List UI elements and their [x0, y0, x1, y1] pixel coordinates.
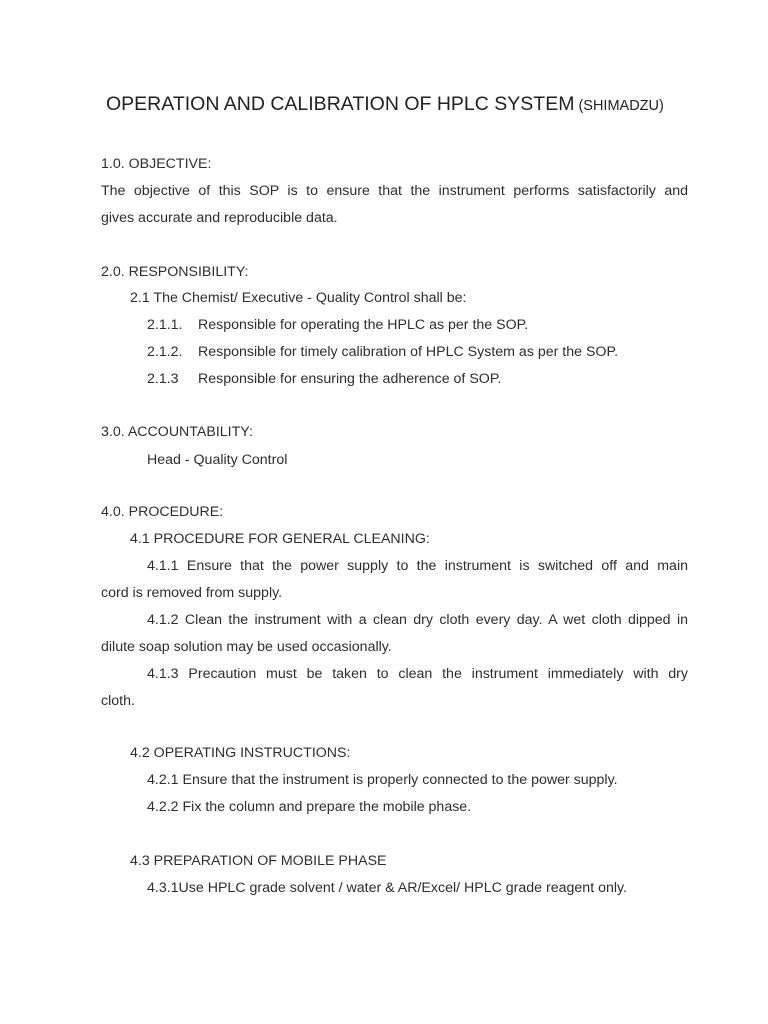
objective-line-2: gives accurate and reproducible data.: [101, 210, 338, 226]
document-title: [106, 93, 664, 116]
title-main: OPERATION AND CALIBRATION OF HPLC SYSTEM: [106, 93, 575, 115]
responsibility-item-number: 2.1.3: [147, 371, 179, 387]
responsibility-item: [147, 316, 528, 334]
responsibility-sub-heading: 2.1 The Chemist/ Executive - Quality Control shall be:: [130, 290, 467, 306]
responsibility-item-text: Responsible for operating the HPLC as per the SOP.: [198, 317, 529, 333]
operating-step-2: 4.2.2 Fix the column and prepare the mobile phase.: [147, 799, 472, 815]
responsibility-item-text: Responsible for timely calibration of HPLC System as per the SOP.: [198, 344, 619, 360]
cleaning-step-2-line-2: dilute soap solution may be used occasionally.: [101, 639, 392, 655]
responsibility-item: [147, 370, 501, 388]
objective-heading: 1.0. OBJECTIVE:: [101, 156, 212, 172]
cleaning-heading: 4.1 PROCEDURE FOR GENERAL CLEANING:: [130, 531, 430, 547]
mobile-phase-step-1: 4.3.1Use HPLC grade solvent / water & AR/Excel/ HPLC grade reagent only.: [147, 880, 627, 896]
cleaning-step-1-line-2: cord is removed from supply.: [101, 585, 283, 601]
mobile-phase-heading: 4.3 PREPARATION OF MOBILE PHASE: [130, 853, 387, 869]
objective-line-1: The objective of this SOP is to ensure that the instrument performs satisfactorily and: [101, 183, 688, 199]
responsibility-item-number: 2.1.1.: [147, 317, 183, 333]
procedure-heading: 4.0. PROCEDURE:: [101, 504, 224, 520]
cleaning-step-3-line-1: 4.1.3 Precaution must be taken to clean the instrument immediately with dry: [147, 666, 688, 682]
title-sub: (SHIMADZU): [578, 98, 664, 114]
cleaning-step-2-line-1: 4.1.2 Clean the instrument with a clean dry cloth every day. A wet cloth dipped in: [147, 612, 688, 628]
accountability-heading: 3.0. ACCOUNTABILITY:: [101, 424, 253, 440]
cleaning-step-3-line-2: cloth.: [101, 693, 135, 709]
accountability-text: Head - Quality Control: [147, 452, 288, 468]
operating-step-1: 4.2.1 Ensure that the instrument is properly connected to the power supply.: [147, 772, 618, 788]
responsibility-item: [147, 343, 618, 361]
cleaning-step-1-line-1: 4.1.1 Ensure that the power supply to the instrument is switched off and main: [147, 558, 688, 574]
responsibility-item-text: Responsible for ensuring the adherence of SOP.: [198, 371, 502, 387]
operating-heading: 4.2 OPERATING INSTRUCTIONS:: [130, 745, 351, 761]
responsibility-heading: 2.0. RESPONSIBILITY:: [101, 264, 249, 280]
responsibility-item-number: 2.1.2.: [147, 344, 183, 360]
